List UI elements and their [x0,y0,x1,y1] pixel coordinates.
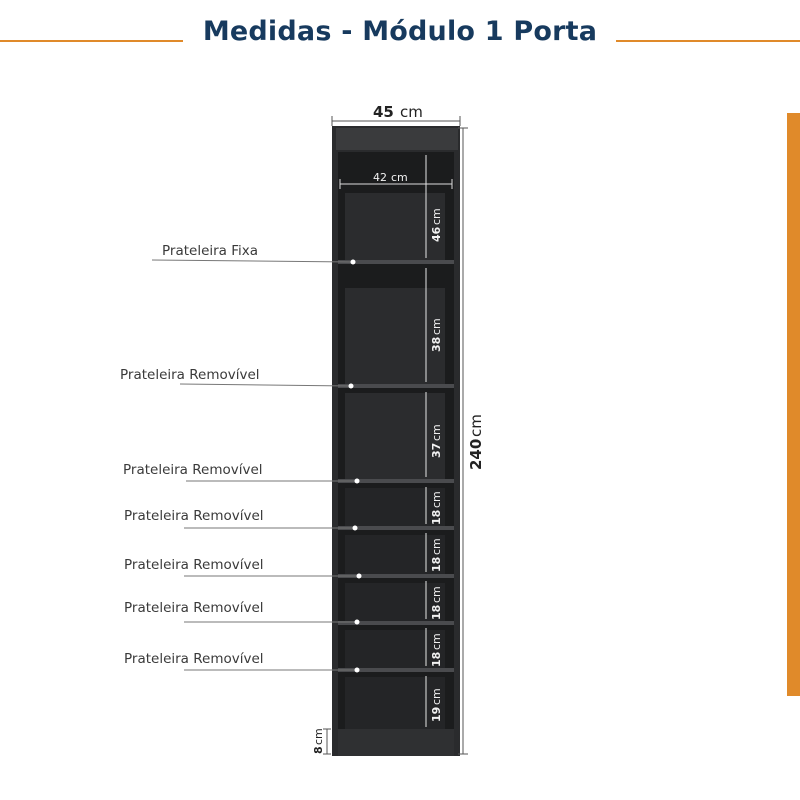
inner-width-value: 42 [373,171,387,184]
compartment-3-unit: cm [430,424,443,441]
dimension-total-width [332,116,460,126]
shelf-label-removable-1: Prateleira Removível [120,367,260,383]
compartment-2-unit: cm [430,318,443,335]
total-width-unit: cm [400,103,423,121]
compartment-6-value: 18 [430,604,443,620]
shelf-label-removable-5: Prateleira Removível [124,600,264,616]
total-height-unit: cm [467,414,485,437]
compartment-2-value: 38 [430,336,443,352]
compartment-5-value: 18 [430,556,443,572]
compartment-3-value: 37 [430,442,443,458]
shelf-label-removable-2: Prateleira Removível [123,462,263,478]
compartment-7-value: 18 [430,651,443,667]
compartment-7-unit: cm [430,633,443,650]
page-title: Medidas - Módulo 1 Porta [202,16,598,47]
compartment-1-value: 46 [430,226,443,242]
shelf-label-removable-3: Prateleira Removível [124,508,264,524]
compartment-1-unit: cm [430,208,443,225]
shelf-label-removable-4: Prateleira Removível [124,557,264,573]
compartment-5-unit: cm [430,538,443,555]
compartment-4-value: 18 [430,509,443,525]
compartment-6-unit: cm [430,586,443,603]
total-width-value: 45 [373,103,394,121]
compartment-4-unit: cm [430,491,443,508]
plinth-value: 8 [312,746,325,754]
shelf-label-fixed: Prateleira Fixa [162,243,259,259]
compartment-8-unit: cm [430,688,443,705]
plinth-unit: cm [312,728,325,745]
total-height-value: 240 [467,438,485,470]
inner-width-unit: cm [391,171,408,184]
shelf-label-removable-6: Prateleira Removível [124,651,264,667]
compartment-8-value: 19 [430,706,443,722]
